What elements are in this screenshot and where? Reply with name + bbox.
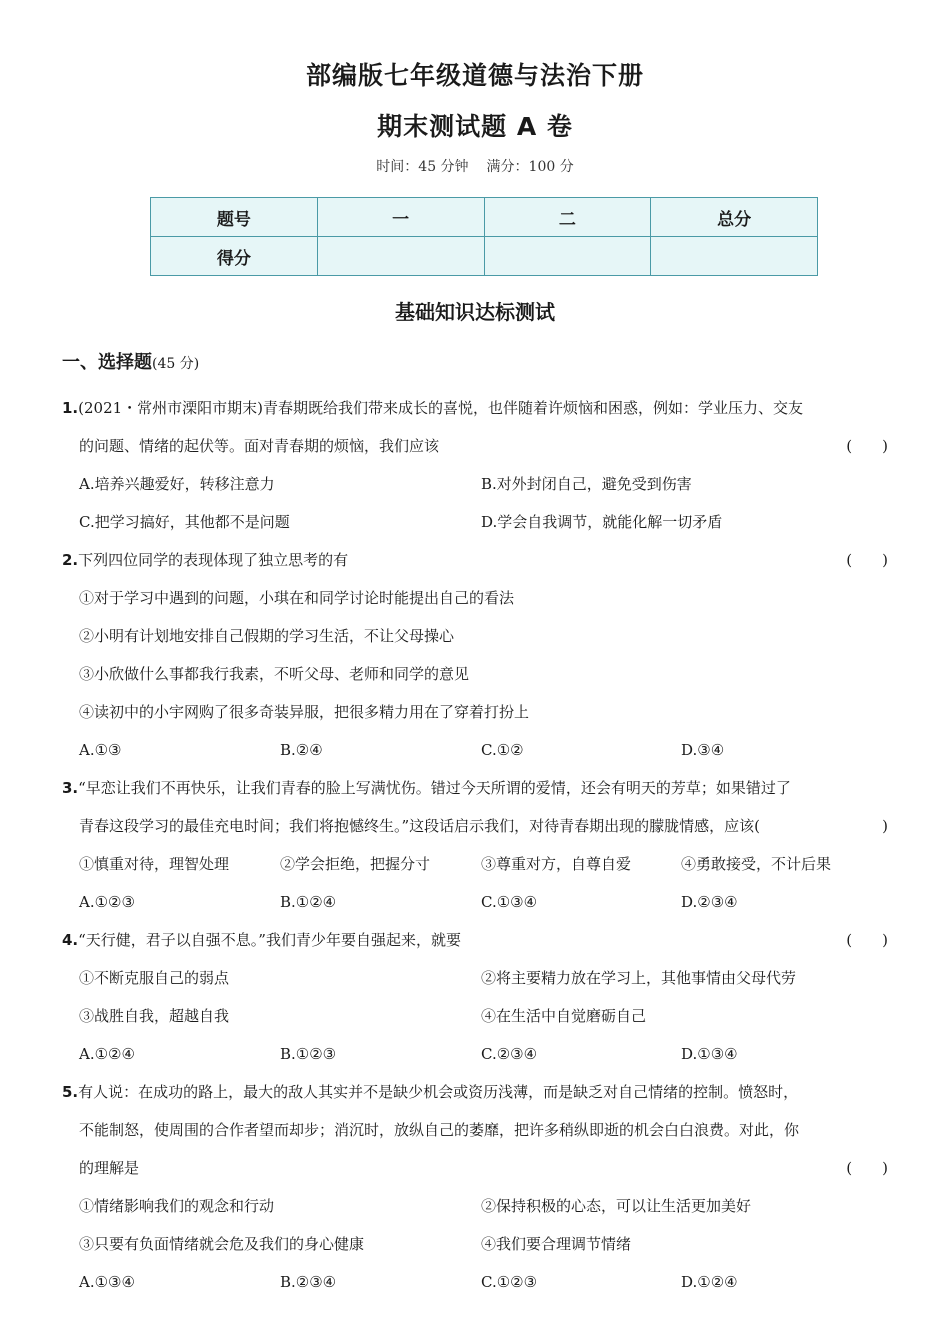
option-c: C.把学习搞好，其他都不是问题 [79,513,290,531]
answer-blank: ( ) [846,931,888,949]
answer-blank: ) [852,817,888,835]
question-text: (2021・常州市溧阳市期末)青春期既给我们带来成长的喜悦，也伴随着许烦恼和困惑，例如：学业压力、交友 [78,399,804,417]
option-c: C.①②③ [481,1273,538,1291]
answer-blank: ( ) [846,1159,888,1177]
score-table-header-row [151,198,818,237]
score-cell [484,237,651,276]
score-cell [317,237,484,276]
exam-meta [0,156,950,176]
question-text: 的问题、情绪的起伏等。面对青春期的烦恼，我们应该 [79,437,440,455]
option-b: B.①②③ [280,1045,337,1063]
statement-item: ④我们要合理调节情绪 [481,1235,632,1253]
option-d: D.②③④ [681,893,738,911]
question-5-line-2 [79,1120,888,1140]
option-d: D.学会自我调节，就能化解一切矛盾 [481,513,723,531]
statement-item: ④在生活中自觉磨砺自己 [481,1007,647,1025]
option-a: A.①③ [79,741,122,759]
option-c: C.②③④ [481,1045,538,1063]
statement-item: ③尊重对方，自尊自爱 [481,855,632,873]
question-number: 1. [62,399,79,417]
answer-blank: ( ) [846,437,888,455]
statement-item: ①不断克服自己的弱点 [79,969,230,987]
statement-item: ④读初中的小宇网购了很多奇装异服，把很多精力用在了穿着打扮上 [79,703,530,721]
exam-full-score: 满分：100 分 [486,159,574,175]
option-b: B.①②④ [280,893,337,911]
option-c: C.①② [481,741,524,759]
score-table-score-row [151,237,818,276]
score-header-cell: 二 [484,198,651,237]
option-b: B.②④ [280,741,323,759]
statement-item: ①对于学习中遇到的问题，小琪在和同学讨论时能提出自己的看法 [79,589,515,607]
question-5-line-1 [62,1082,888,1102]
question-4-line-1 [62,930,888,950]
question-text: “天行健，君子以自强不息。”我们青少年要自强起来，就要 [78,931,461,949]
option-a: A.培养兴趣爱好，转移注意力 [79,475,275,493]
question-text: 不能制怒，使周围的合作者望而却步；消沉时，放纵自己的萎靡，把许多稍纵即逝的机会白白浪费。对此，你 [79,1121,800,1139]
statement-item: ②保持积极的心态，可以让生活更加美好 [481,1197,752,1215]
option-b: B.②③④ [280,1273,337,1291]
score-table [150,197,818,276]
statement-item: ①慎重对待，理智处理 [79,855,230,873]
answer-blank: ( ) [846,551,888,569]
part-heading-points: (45 分) [152,356,200,372]
question-number: 5. [62,1083,79,1101]
score-cell [651,237,818,276]
statement-item: ②学会拒绝，把握分寸 [280,855,431,873]
question-number: 3. [62,779,79,797]
score-header-cell: 一 [317,198,484,237]
option-c: C.①③④ [481,893,538,911]
exam-time: 时间：45 分钟 [376,159,469,175]
option-a: A.①③④ [79,1273,135,1291]
statement-item: ③战胜自我，超越自我 [79,1007,230,1025]
statement-item: ③只要有负面情绪就会危及我们的身心健康 [79,1235,365,1253]
option-b: B.对外封闭自己，避免受到伤害 [481,475,692,493]
question-1-line-1 [62,398,888,418]
question-text: 青春这段学习的最佳充电时间；我们将抱憾终生。”这段话启示我们，对待青春期出现的朦胧情感，应该( [79,817,761,835]
question-2-line-1 [62,550,888,570]
question-text: 有人说：在成功的路上，最大的敌人其实并不是缺少机会或资历浅薄，而是缺乏对自己情绪的控制。愤怒时， [78,1083,799,1101]
statement-item: ②将主要精力放在学习上，其他事情由父母代劳 [481,969,797,987]
question-number: 2. [62,551,79,569]
title-line-1: 部编版七年级道德与法治下册 [305,61,644,90]
score-header-cell: 总分 [651,198,818,237]
part-heading [62,348,199,374]
statement-item: ①情绪影响我们的观念和行动 [79,1197,275,1215]
question-3-line-1 [62,778,888,798]
option-d: D.③④ [681,741,725,759]
question-3-line-2 [79,816,888,836]
question-1-line-2 [79,436,888,456]
question-text: “早恋让我们不再快乐，让我们青春的脸上写满忧伤。错过今天所谓的爱情，还会有明天的芳草；如果错过了 [78,779,791,797]
title-line-2: 期末测试题 A 卷 [377,112,573,141]
statement-item: ④勇敢接受，不计后果 [681,855,832,873]
question-5-line-3 [79,1158,888,1178]
section-title: 基础知识达标测试 [395,300,555,324]
option-d: D.①③④ [681,1045,738,1063]
score-header-cell: 题号 [151,198,318,237]
option-d: D.①②④ [681,1273,738,1291]
part-heading-label: 一、选择题 [62,352,152,373]
statement-item: ②小明有计划地安排自己假期的学习生活，不让父母操心 [79,627,455,645]
question-text: 的理解是 [79,1159,140,1177]
question-number: 4. [62,931,79,949]
question-text: 下列四位同学的表现体现了独立思考的有 [78,551,349,569]
option-a: A.①②③ [79,893,135,911]
statement-item: ③小欣做什么事都我行我素，不听父母、老师和同学的意见 [79,665,470,683]
score-row-label: 得分 [151,237,318,276]
option-a: A.①②④ [79,1045,135,1063]
